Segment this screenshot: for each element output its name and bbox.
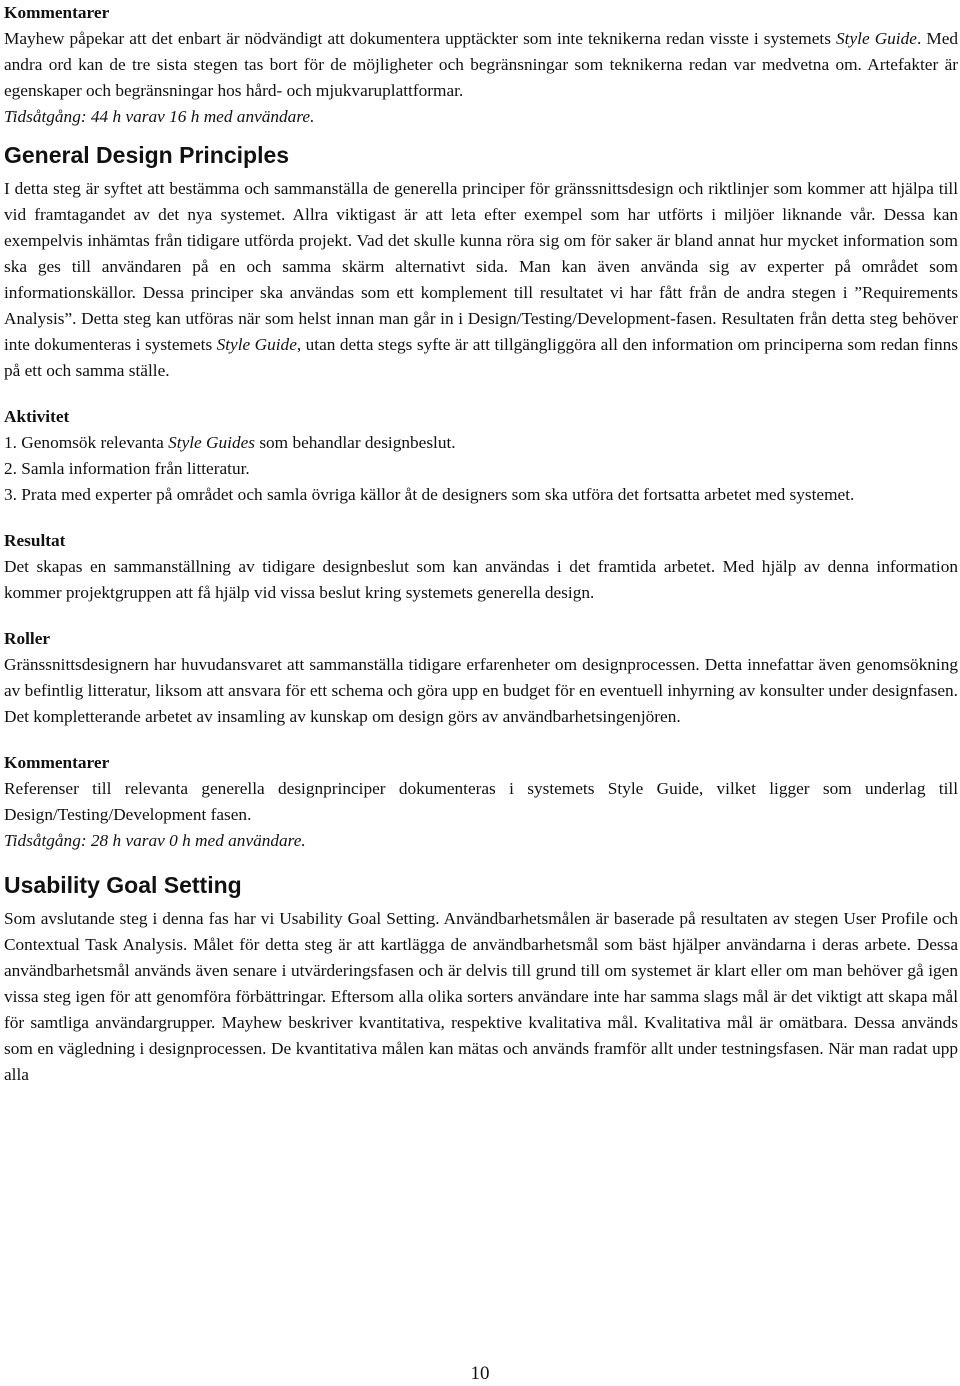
time-spent: Tidsåtgång: 44 h varav 16 h med användare. [4,107,315,126]
comments-paragraph-2: Referenser till relevanta generella designprinciper dokumenteras i systemets Style Guide, vilket ligger som underlag till Design/Testing/Development fasen. [4,779,958,824]
activity-item-1-a: 1. Genomsök relevanta [4,433,169,452]
time-spent-2: Tidsåtgång: 28 h varav 0 h med användare. [4,831,306,850]
section-title-usability-goal-setting: Usability Goal Setting [4,872,242,898]
result-heading: Resultat [4,531,66,550]
activity-heading: Aktivitet [4,407,70,426]
activity-item-2: 2. Samla information från litteratur. [4,459,250,478]
style-guide-term: Style Guide [216,335,297,354]
gdp-text-a: I detta steg är syftet att bestämma och sammanställa de generella principer för gränssnittsdesign och riktlinjer som kommer att hjälpa till vid framtagandet av det nya systemet. Allra viktigast är att leta efter exempel som har utförts i miljöer liknande vår. Dessa kan exempelvis inhämtas från tidigare utförda projekt. Vad det skulle kunna röra sig om för saker är bland annat hur mycket information som ska ges till användaren på en och samma skärm alternativt sida. Man kan även använda sig av experter på området som informationskällor. Dessa principer ska användas som ett komplement till resultatet vi har fått från de andra stegen i ”Requirements Analysis”. Detta steg kan utföras när som helst innan man går in i Design/Testing/Development-fasen. Resultaten från detta steg behöver inte dokumenteras i systemets [4,179,958,354]
comments-text-a: Mayhew påpekar att det enbart är nödvändigt att dokumentera upptäckter som inte teknikerna redan visste i systemets [4,29,837,48]
comments-text-b: . Med andra ord kan de tre sista stegen tas bort för de möjligheter och begränsningar som teknikerna redan var medvetna om. Artefakter är egenskaper och begränsningar hos hård- och mjukvaruplattformar. [4,29,959,100]
section-title-general-design-principles: General Design Principles [4,142,290,168]
comments-heading: Kommentarer [4,3,110,22]
activity-item-1-b: som behandlar designbeslut. [255,433,456,452]
result-paragraph: Det skapas en sammanställning av tidigare designbeslut som kan användas i det framtida arbetet. Med hjälp av denna information kommer projektgruppen att få hjälp vid vissa beslut kring systemets generella design. [4,557,958,602]
activity-item-3: 3. Prata med experter på området och samla övriga källor åt de designers som ska utföra det fortsatta arbetet med systemet. [4,485,855,504]
activity-item-1 [4,430,958,456]
gdp-text-b: , utan detta stegs syfte är att tillgängliggöra all den information om principerna som redan finns på ett och samma ställe. [4,335,959,380]
roles-paragraph: Gränssnittsdesignern har huvudansvaret att sammanställa tidigare erfarenheter om designprocessen. Detta innefattar även genomsökning av befintlig litteratur, liksom att ansvara för ett schema och göra upp en budget för en eventuell inhyrning av konsulter under designfasen. Det kompletterande arbetet av insamling av kunskap om design görs av användbarhetsingenjören. [4,655,958,726]
ugs-paragraph: Som avslutande steg i denna fas har vi Usability Goal Setting. Användbarhetsmålen är baserade på resultaten av stegen User Profile och Contextual Task Analysis. Målet för detta steg är att kartlägga de användbarhetsmål som bäst hjälper användarna i deras arbete. Dessa användbarhetsmål används även senare i utvärderingsfasen och är delvis till grund till om systemet är klart eller om man behöver gå igen vissa steg igen för att genomföra förbättringar. Eftersom alla olika sorters användare inte har samma slags mål är det viktigt att skapa mål för samtliga användargrupper. Mayhew beskriver kvantitativa, respektive kvalitativa mål. Kvalitativa mål är omätbara. Dessa används som en vägledning i designprocessen. De kvantitativa målen kan mätas och används framför allt under testningsfasen. När man radat upp alla [4,909,958,1084]
roles-heading: Roller [4,629,51,648]
document-page [4,0,958,1088]
style-guide-term: Style Guide [836,29,917,48]
gdp-paragraph [4,176,958,384]
comments-heading-2: Kommentarer [4,753,110,772]
style-guides-term: Style Guides [168,433,255,452]
comments-paragraph [4,26,958,104]
page-number: 10 [470,1363,490,1384]
